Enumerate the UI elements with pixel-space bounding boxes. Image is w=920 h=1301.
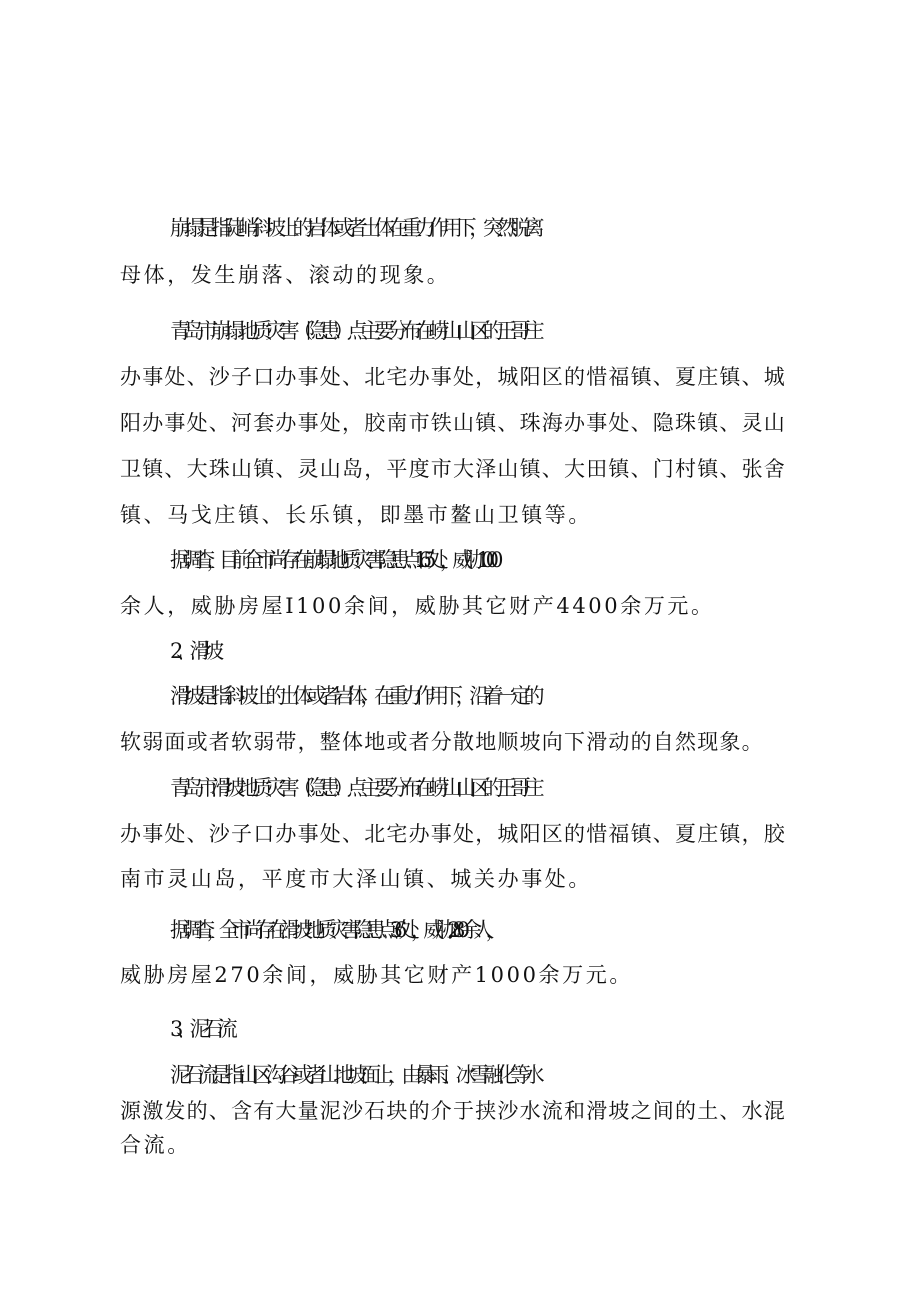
paragraph-collapse-definition-line-2: 母体，发生崩落、滚动的现象。 <box>120 263 451 287</box>
paragraph-landslide-survey-line-2: 威胁房屋270余间，威胁其它财产1000余万元。 <box>120 963 633 987</box>
paragraph-debris-flow-definition-line-3: 合流。 <box>120 1133 191 1157</box>
heading-landslide: 2、滑坡 <box>170 639 217 663</box>
paragraph-landslide-definition-line-1: 滑坡是指斜坡上的土体或者岩体，在重力作用下，沿着一定的 <box>170 684 538 708</box>
paragraph-collapse-survey-line-2: 余人，威胁房屋I100余间，威胁其它财产4400余万元。 <box>120 594 715 618</box>
heading-debris-flow: 3、泥石流 <box>170 1017 231 1041</box>
paragraph-collapse-distribution-line-5: 镇、马戈庄镇、长乐镇，即墨市鳌山卫镇等。 <box>120 503 592 527</box>
paragraph-landslide-distribution-line-3: 南市灵山岛，平度市大泽山镇、城关办事处。 <box>120 867 592 891</box>
paragraph-debris-flow-definition-line-2: 源激发的、含有大量泥沙石块的介于挟沙水流和滑坡之间的土、水混 <box>120 1099 786 1123</box>
paragraph-collapse-definition-line-1: 崩塌是指陡峭斜坡上的岩体或者土体在重力作用下，突然脱离 <box>170 216 538 240</box>
paragraph-debris-flow-definition-line-1: 泥石流是指山区沟谷或者山地坡面上，由暴雨、冰雪融化等水 <box>170 1063 538 1087</box>
paragraph-landslide-definition-line-2: 软弱面或者软弱带，整体地或者分散地顺坡向下滑动的自然现象。 <box>120 730 764 754</box>
paragraph-collapse-survey-line-1: 据调查，目前全市尚存在崩塌地质灾害隐患点165处，威胁1000 <box>170 548 495 572</box>
paragraph-collapse-distribution-line-4: 卫镇、大珠山镇、灵山岛，平度市大泽山镇、大田镇、门村镇、张舍 <box>120 457 786 481</box>
paragraph-collapse-distribution-line-2: 办事处、沙子口办事处、北宅办事处，城阳区的惜福镇、夏庄镇、城 <box>120 365 786 389</box>
paragraph-landslide-distribution-line-1: 青岛市滑坡地质灾害（隐患）点主要分布在崂山山区的王哥庄 <box>170 776 538 800</box>
paragraph-landslide-survey-line-1: 据调查，全市尚存在滑坡地质灾害隐患点36处，威胁280余人， <box>170 918 498 942</box>
paragraph-collapse-distribution-line-1: 青岛市崩塌地质灾害（隐患）点主要分布在崂山山区的王哥庄 <box>170 319 538 343</box>
paragraph-collapse-distribution-line-3: 阳办事处、河套办事处，胶南市铁山镇、珠海办事处、隐珠镇、灵山 <box>120 411 786 435</box>
paragraph-landslide-distribution-line-2: 办事处、沙子口办事处、北宅办事处，城阳区的惜福镇、夏庄镇，胶 <box>120 822 786 846</box>
